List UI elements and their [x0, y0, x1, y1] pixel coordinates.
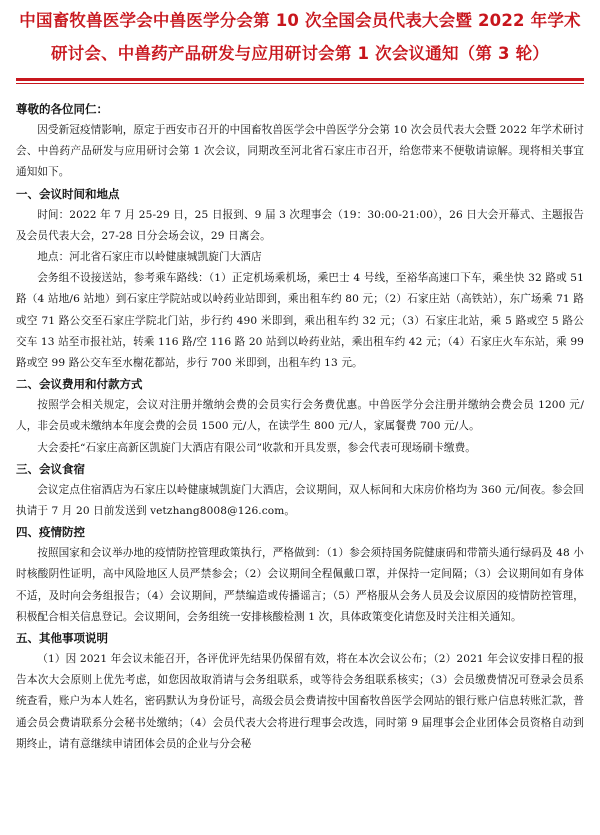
- title-rule-thin: [16, 83, 584, 84]
- section-fees: [16, 374, 584, 459]
- paragraph-payment: 大会委托“石家庄高新区凯旋门大酒店有限公司”收款和开具发票，参会代表可现场刷卡缴费。: [37, 441, 476, 454]
- section-heading: 三、会议食宿: [16, 461, 85, 476]
- section-accommodation: [16, 459, 584, 522]
- title-rule-thick: [16, 78, 584, 81]
- section-heading: 五、其他事项说明: [16, 631, 108, 646]
- salutation: 尊敬的各位同仁：: [16, 102, 108, 116]
- section-other-matters: [16, 628, 584, 755]
- section-heading: 二、会议费用和付款方式: [16, 377, 143, 392]
- document-title: 中国畜牧兽医学会中兽医学分会第 10 次全国会员代表大会暨 2022 年学术研讨会、中兽药产品研发与应用研讨会第 1 次会议通知（第 3 轮）: [19, 11, 581, 63]
- section-epidemic-control: [16, 522, 584, 628]
- paragraph-location: 地点：河北省石家庄市以岭健康城凯旋门大酒店: [37, 251, 262, 264]
- paragraph-fee-rates: 按照学会相关规定，会议对注册并缴纳会费的会员实行会务费优惠。中兽医学分会注册并缴纳会费会员 1200 元/人，非会员或未缴纳本年度会费的会员 1500 元/人，在读学生 800 元/人，家属餐费 700 元/人。: [16, 399, 584, 433]
- section-time-location: [16, 184, 584, 375]
- section-heading: 一、会议时间和地点: [16, 186, 120, 201]
- paragraph-routes: 会务组不设接送站，参考乘车路线：（1）正定机场乘机场，乘巴士 4 号线，至裕华高速口下车，乘坐快 32 路或 51 路（4 站地/6 站地）到石家庄学院站或以岭药业站即到，乘出租车约 80 元；（2）石家庄站（高铁站），东广场乘 71 路或空 71 路公交至石家庄学院北门站，步行约 490 米即到，乘出租车约 32 元；（3）石家庄北站，乘 5 路或空 5 路公交车 13 站至市报社站，转乘 116 路/空 116 路 20 站到以岭药业站，乘出租车约 42 元；（4）石家庄火车东站，乘 99 路或空 99 路公交车至水榭花都站，步行 700 米即到，出租车约 13 元。: [16, 272, 584, 370]
- section-heading: 四、疫情防控: [16, 525, 85, 540]
- intro-paragraph: 因受新冠疫情影响，原定于西安市召开的中国畜牧兽医学会中兽医学分会第 10 次会员代表大会暨 2022 年学术研讨会、中兽药产品研发与应用研讨会第 1 次会议，同期改至河北省石家庄市召开，给您带来不便敬请谅解。现将相关事宜通知如下。: [16, 124, 585, 179]
- paragraph-hotel: 会议定点住宿酒店为石家庄以岭健康城凯旋门大酒店，会议期间，双人标间和大床房价格均为 360 元/间夜。参会回执请于 7 月 20 日前发送到 vetzhang8008@126.com。: [16, 483, 584, 518]
- paragraph-other: （1）因 2021 年会议未能召开，各评优评先结果仍保留有效，将在本次会议公布；（2）2021 年会议安排日程的报告本次大会原则上优先考虑，如您因故取消请与会务组联系，或等待会务组联系核实；（3）会员缴费情况可登录会员系统查看，账户为本人姓名，密码默认为身份证号，高级会员会费请按中国畜牧兽医学会网站的银行账户信息转账汇款，普通会员会费请联系分会秘书处缴纳；（4）会员代表大会将进行理事会改选，同时第 9 届理事会企业团体会员资格自动到期终止，请有意继续申请团体会员的企业与分会秘: [16, 653, 584, 750]
- paragraph-time: 时间：2022 年 7 月 25-29 日，25 日报到、9 届 3 次理事会（19：30:00-21:00），26 日大会开幕式、主题报告及会员代表大会，27-28 日分会场会议，29 日离会。: [16, 208, 584, 242]
- notice-document: [0, 4, 600, 835]
- paragraph-epidemic-rules: 按照国家和会议举办地的疫情防控管理政策执行，严格做到：（1）参会须持国务院健康码和带箭头通行绿码及 48 小时核酸阴性证明，高中风险地区人员严禁参会；（2）会议期间全程佩戴口罩，并保持一定间隔；（3）会议期间如有身体不适，及时向会务组报告；（4）会议期间，严禁编造或传播谣言；（5）严格服从会务人员及会议原因的疫情防控管理，积极配合相关信息登记。会议期间，会务组统一安排核酸检测 1 次，具体政策变化请您及时关注相关通知。: [16, 547, 584, 623]
